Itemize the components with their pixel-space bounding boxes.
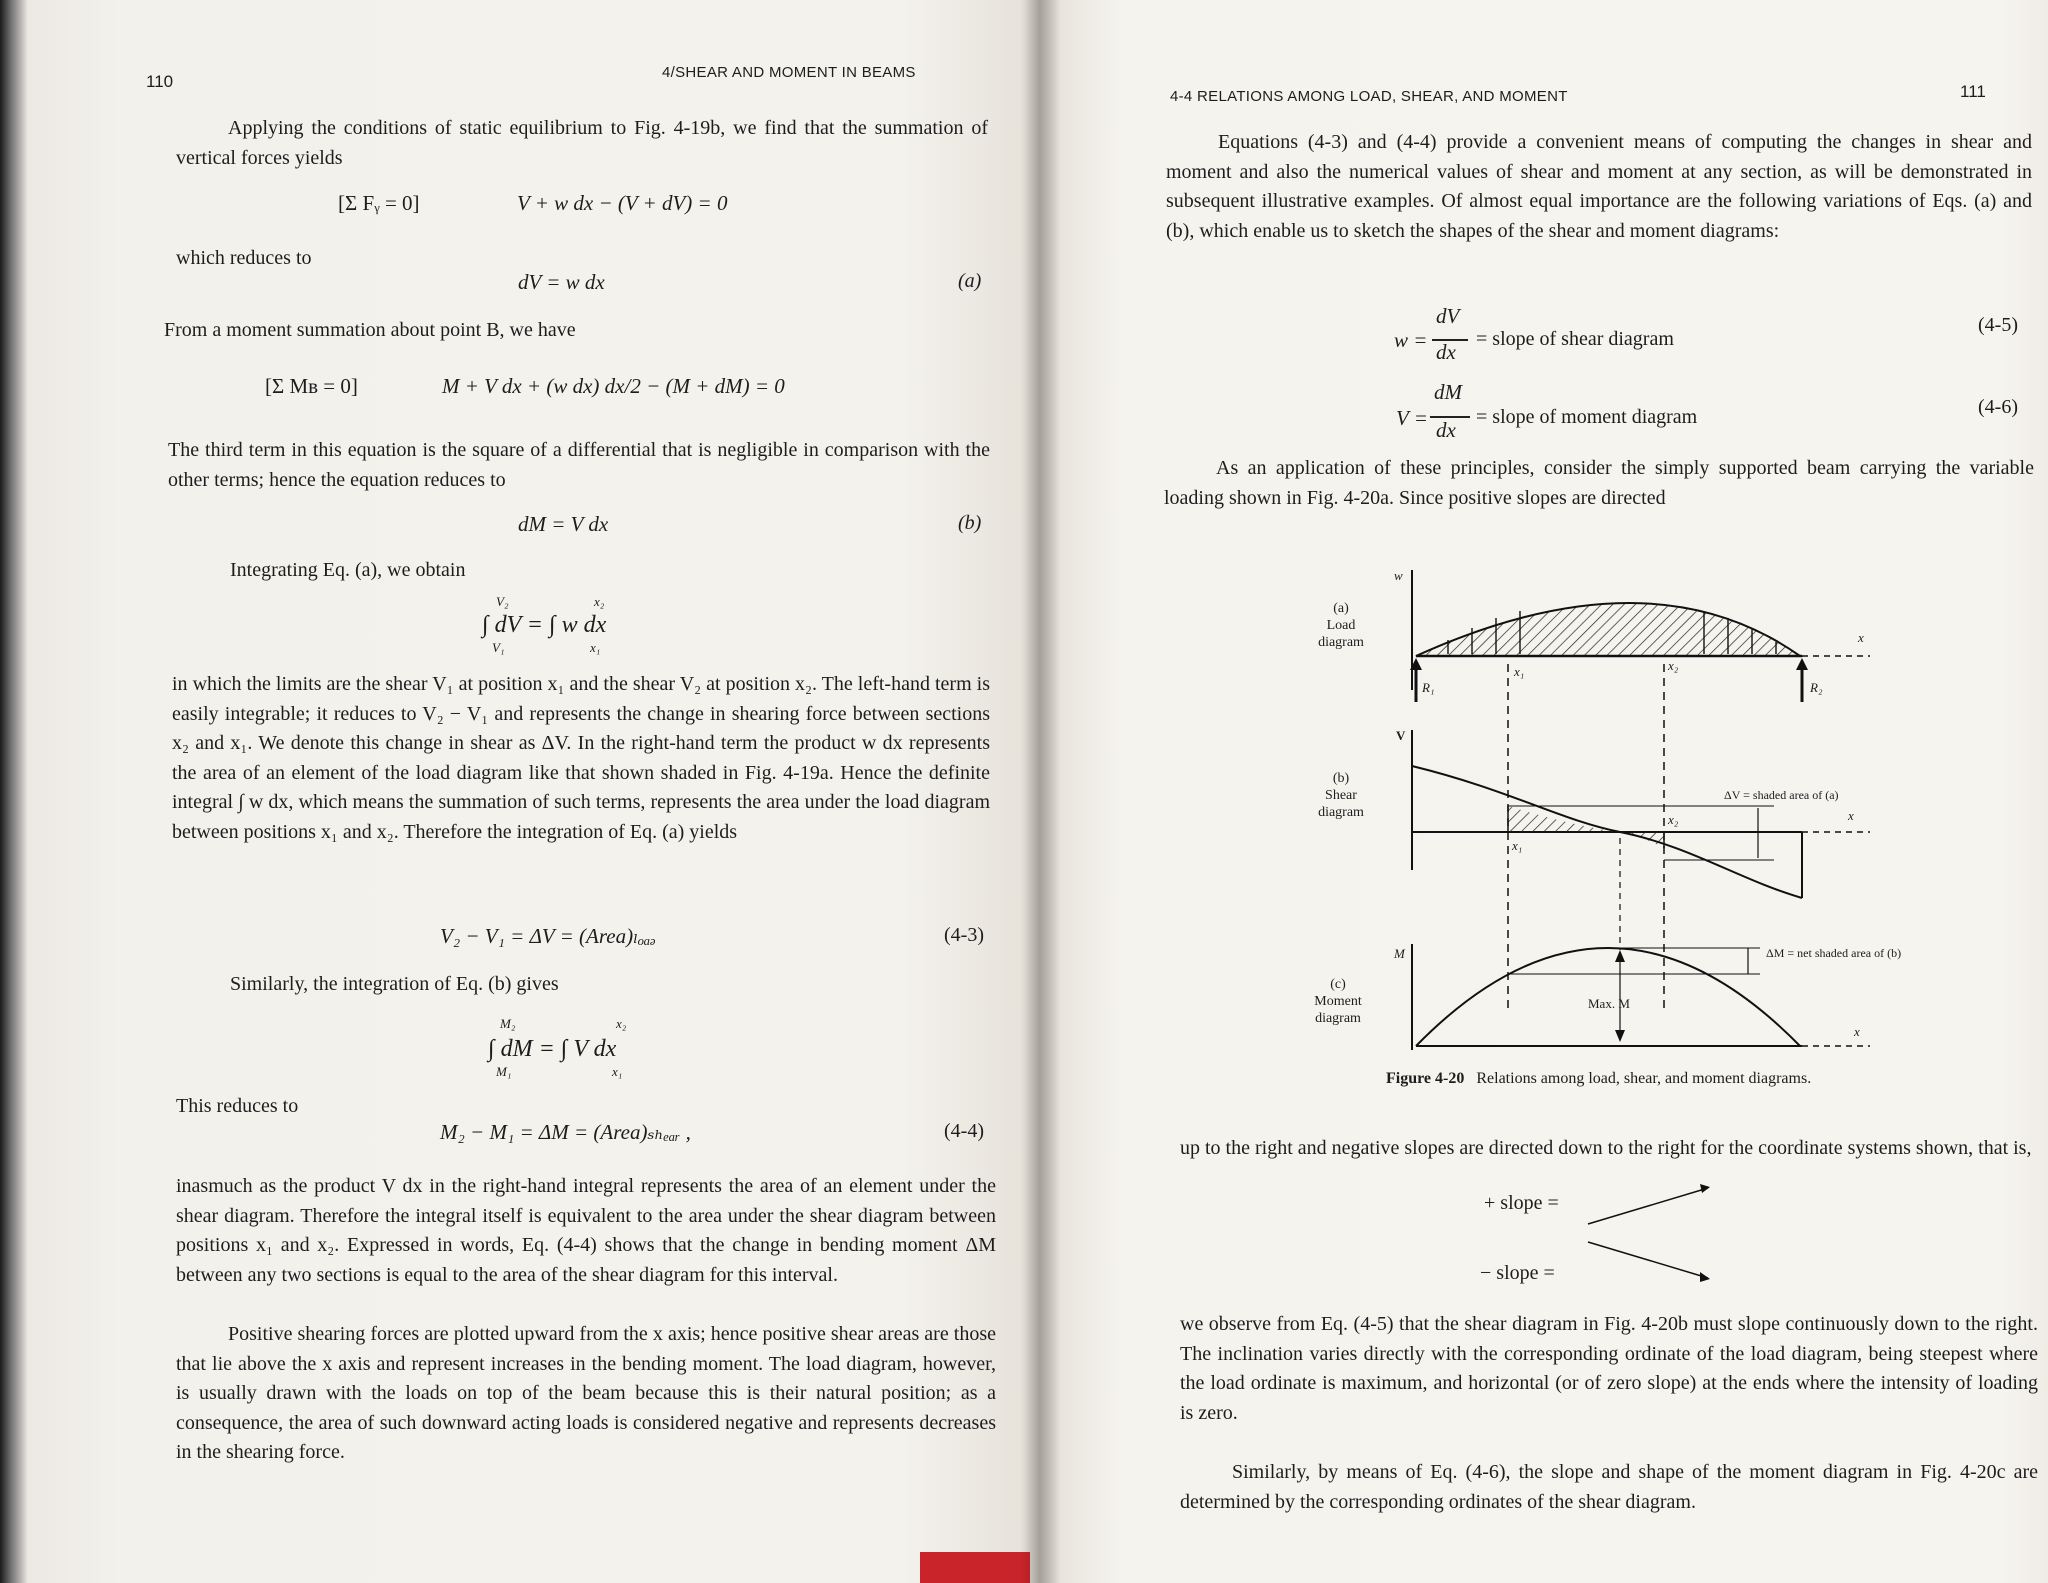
left-eq-a: dV = w dx bbox=[518, 270, 605, 294]
reaction-r2-head bbox=[1796, 658, 1808, 670]
left-eq-a-tag: (a) bbox=[958, 270, 982, 292]
left-integral-2: ∫ dM = ∫ V dx bbox=[488, 1036, 617, 1062]
left-int1-lower-v: V₁ bbox=[492, 640, 505, 655]
eq6-numerator: dM bbox=[1434, 380, 1462, 404]
left-running-head: 4/SHEAR AND MOMENT IN BEAMS bbox=[662, 64, 916, 81]
fig-x2-a: x₂ bbox=[1668, 658, 1679, 673]
left-eq1-condition: [Σ Fᵧ = 0] bbox=[338, 191, 420, 215]
left-eq3: V₂ − V₁ = ΔV = (Area)ₗₒₐₔ bbox=[440, 924, 656, 948]
fig-x-a: x bbox=[1858, 630, 1864, 645]
red-bookmark-tab bbox=[920, 1552, 1030, 1583]
fig-dv-note: ΔV = shaded area of (a) bbox=[1724, 788, 1839, 802]
fig-x-c: x bbox=[1854, 1024, 1860, 1039]
right-page-number: 111 bbox=[1960, 82, 1986, 101]
right-paragraph-2: As an application of these principles, consider the simply supported beam carrying the variable loading shown in Fig. 4-20a. Since positive slopes are directed bbox=[1164, 457, 2034, 509]
right-paragraph-3: up to the right and negative slopes are directed down to the right for the coordinate systems shown, that is, bbox=[1180, 1137, 2032, 1159]
eq5-rhs: = slope of shear diagram bbox=[1476, 328, 1674, 350]
fig-dm-note: ΔM = net shaded area of (b) bbox=[1766, 946, 1902, 960]
left-eq4-tag: (4-4) bbox=[944, 1120, 984, 1142]
left-paragraph-7: This reduces to bbox=[176, 1095, 299, 1117]
eq6-rhs: = slope of moment diagram bbox=[1476, 406, 1698, 428]
positive-slope-arrow-head bbox=[1700, 1184, 1710, 1193]
fig-x-b: x bbox=[1848, 808, 1854, 823]
fig-max-m: Max. M bbox=[1588, 996, 1630, 1011]
left-paragraph-9: Positive shearing forces are plotted upward from the x axis; hence positive shear areas are those that lie above the x axis and represent increases in the bending moment. The load diagram, however, is usually drawn with the loads on top of the beam because this is their natural position; as a consequence, the area of such downward acting loads is considered negative and represents decreases in the shearing force. bbox=[176, 1323, 996, 1463]
negative-slope-arrow-head bbox=[1700, 1272, 1710, 1282]
positive-slope-arrow bbox=[1588, 1188, 1708, 1224]
eq5-denominator: dx bbox=[1436, 340, 1456, 364]
left-paragraph-4: Integrating Eq. (a), we obtain bbox=[230, 559, 466, 581]
fig-label-b bbox=[1306, 770, 1376, 821]
fig-x2-b: x₂ bbox=[1668, 812, 1679, 827]
left-which-reduces: which reduces to bbox=[176, 247, 312, 269]
left-eq3-tag: (4-3) bbox=[944, 924, 984, 946]
left-eq-b-tag: (b) bbox=[958, 512, 982, 534]
book-gutter-shadow bbox=[1020, 0, 1060, 1583]
eq5-numerator: dV bbox=[1436, 304, 1460, 328]
left-int1-lower-x: x₁ bbox=[590, 640, 601, 655]
left-eq1: V + w dx − (V + dV) = 0 bbox=[517, 191, 728, 215]
fig-label-b-text: (b) Shear diagram bbox=[1318, 771, 1364, 820]
eq6-lhs: V = bbox=[1396, 406, 1428, 430]
figure-caption-text: Relations among load, shear, and moment diagrams. bbox=[1476, 1070, 1812, 1087]
left-paragraph-2: From a moment summation about point B, we have bbox=[164, 319, 576, 341]
eq6-tag: (4-6) bbox=[1978, 396, 2018, 418]
fig-label-c-text: (c) Moment diagram bbox=[1314, 977, 1362, 1026]
fig-x1-b: x₁ bbox=[1512, 838, 1523, 853]
fig-label-a-text: (a) Load diagram bbox=[1318, 601, 1364, 650]
negative-slope-label: − slope = bbox=[1480, 1262, 1555, 1284]
left-page-number: 110 bbox=[146, 72, 174, 91]
fig-r1: R₁ bbox=[1422, 680, 1435, 695]
right-running-head: 4-4 RELATIONS AMONG LOAD, SHEAR, AND MOMENT bbox=[1170, 88, 1568, 105]
left-paragraph-5: in which the limits are the shear V₁ at position x₁ and the shear V₂ at position x₂. The left-hand term is easily integrable; it reduces to V₂ − V₁ and represents the change in shearing force between sections x₂ and x₁. We denote this change in shear as ΔV. In the right-hand term the product w dx represents the area of an element of the load diagram like that shown shaded in Fig. 4-19a. Hence the definite integral ∫ w dx, which means the summation of such terms, represents the area under the load diagram between positions x₁ and x₂. Therefore the integration of Eq. (a) yields bbox=[172, 673, 990, 843]
right-paragraph-1: Equations (4-3) and (4-4) provide a convenient means of computing the changes in shear and moment and also the numerical values of shear and moment at any section, as will be demonstrated in subsequent illustrative examples. Of almost equal importance are the following variations of Eqs. (a) and (b), which enable us to sketch the shapes of the shear and moment diagrams: bbox=[1166, 131, 2032, 242]
max-m-arrow-bottom bbox=[1615, 1030, 1625, 1042]
fig-label-c bbox=[1298, 976, 1378, 1027]
eq5-tag: (4-5) bbox=[1978, 314, 2018, 336]
fig-axis-w: w bbox=[1394, 568, 1403, 583]
eq6-denominator: dx bbox=[1436, 418, 1456, 442]
left-eq2: M + V dx + (w dx) dx/2 − (M + dM) = 0 bbox=[442, 374, 785, 398]
left-int2-upper-m: M₂ bbox=[500, 1016, 516, 1031]
right-paragraph-4: we observe from Eq. (4-5) that the shear diagram in Fig. 4-20b must slope continuously down to the right. The inclination varies directly with the corresponding ordinate of the load diagram, being steepest where the load ordinate is maximum, and horizontal (or of zero slope) at the ends where the intensity of loading is zero. bbox=[1180, 1313, 2038, 1424]
figure-caption bbox=[1386, 1070, 1811, 1088]
left-int2-lower-m: M₁ bbox=[496, 1064, 512, 1079]
load-curve-hatched bbox=[1416, 603, 1800, 656]
left-paragraph-8: inasmuch as the product V dx in the right-hand integral represents the area of an element under the shear diagram. Therefore the integral itself is equivalent to the area under the shear diagram between positions x₁ and x₂. Expressed in words, Eq. (4-4) shows that the change in bending moment ΔM between any two sections is equal to the area of the shear diagram for this interval. bbox=[176, 1175, 996, 1286]
left-int1-upper-x: x₂ bbox=[594, 594, 605, 609]
positive-slope-label: + slope = bbox=[1484, 1192, 1559, 1214]
right-page bbox=[1040, 0, 2048, 1583]
max-m-arrow-top bbox=[1615, 950, 1625, 962]
left-integral-1: ∫ dV = ∫ w dx bbox=[482, 612, 607, 638]
fig-axis-v: V bbox=[1396, 728, 1406, 743]
left-int1-upper-v: V₂ bbox=[496, 594, 509, 609]
figure-caption-number: Figure 4-20 bbox=[1386, 1070, 1465, 1087]
left-int2-upper-x: x₂ bbox=[616, 1016, 627, 1031]
fig-axis-m: M bbox=[1394, 946, 1405, 961]
left-eq-b: dM = V dx bbox=[518, 512, 609, 536]
left-paragraph-6: Similarly, the integration of Eq. (b) gives bbox=[230, 973, 559, 995]
right-paragraph-5: Similarly, by means of Eq. (4-6), the slope and shape of the moment diagram in Fig. 4-20c are determined by the corresponding ordinates of the shear diagram. bbox=[1180, 1461, 2038, 1513]
negative-slope-arrow bbox=[1588, 1242, 1708, 1278]
fig-label-a bbox=[1306, 600, 1376, 651]
fig-r2: R₂ bbox=[1810, 680, 1823, 695]
left-int2-lower-x: x₁ bbox=[612, 1064, 623, 1079]
left-paragraph-1: Applying the conditions of static equilibrium to Fig. 4-19b, we find that the summation of vertical forces yields bbox=[176, 117, 988, 169]
left-eq2-condition: [Σ Mʙ = 0] bbox=[265, 374, 358, 398]
left-paragraph-3: The third term in this equation is the square of a differential that is negligible in comparison with the other terms; hence the equation reduces to bbox=[168, 439, 990, 491]
fig-x1-a: x₁ bbox=[1514, 664, 1525, 679]
left-eq4: M₂ − M₁ = ΔM = (Area)ₛₕₑₐᵣ , bbox=[440, 1120, 691, 1144]
eq5-lhs: w = bbox=[1394, 328, 1428, 352]
